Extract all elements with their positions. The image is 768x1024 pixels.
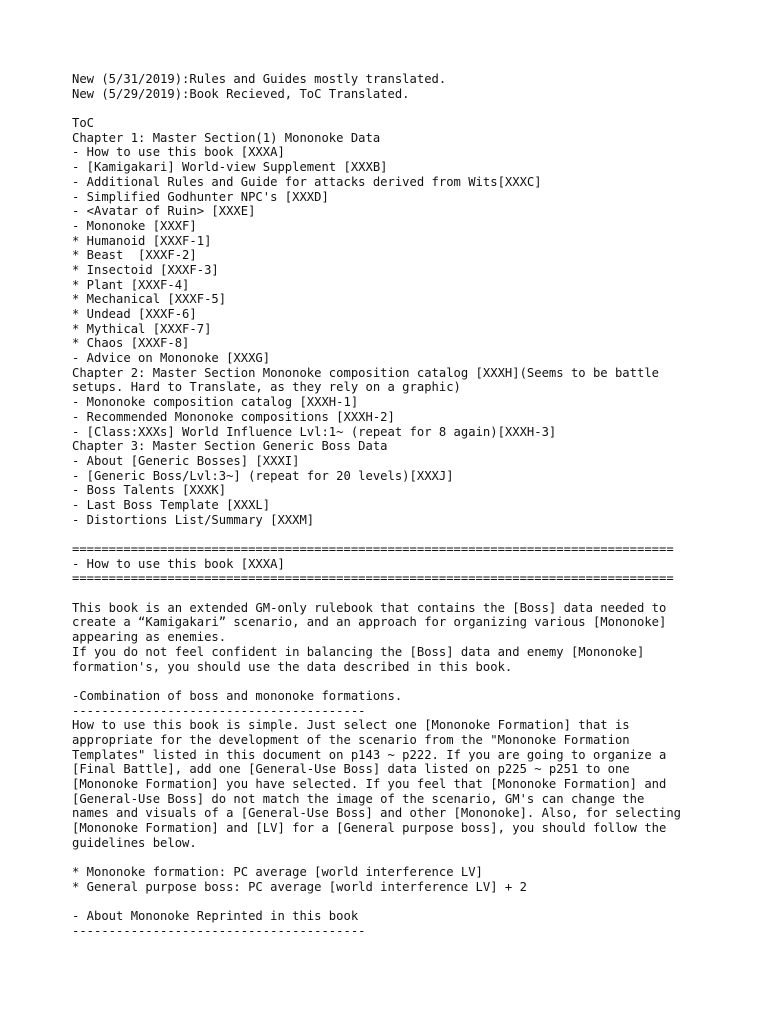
text-line: How to use this book is simple. Just select one [Mononoke Formation] that is xyxy=(72,718,630,733)
text-line: - Additional Rules and Guide for attacks derived from Wits[XXXC] xyxy=(72,174,542,189)
text-line: * Beast [XXXF-2] xyxy=(72,248,197,263)
text-line: * Mechanical [XXXF-5] xyxy=(72,292,227,307)
text-line: New (5/29/2019):Book Recieved, ToC Translated. xyxy=(72,86,410,101)
text-line: New (5/31/2019):Rules and Guides mostly translated. xyxy=(72,72,447,86)
text-line: * Humanoid [XXXF-1] xyxy=(72,233,212,248)
text-line: - Simplified Godhunter NPC's [XXXD] xyxy=(72,189,329,204)
text-line: * General purpose boss: PC average [world interference LV] + 2 xyxy=(72,879,527,894)
text-line: create a “Kamigakari” scenario, and an approach for organizing various [Mononoke] xyxy=(72,615,667,630)
text-line: - Mononoke composition catalog [XXXH-1] xyxy=(72,395,359,410)
text-line: * Undead [XXXF-6] xyxy=(72,307,197,321)
text-line xyxy=(72,674,732,689)
text-line: - Distortions List/Summary [XXXM] xyxy=(72,512,315,527)
text-line: Chapter 2: Master Section Mononoke composition catalog [XXXH](Seems to be battle xyxy=(72,365,659,380)
text-line: ---------------------------------------- xyxy=(72,703,366,718)
text-line: - Advice on Mononoke [XXXG] xyxy=(72,351,271,366)
text-line: - [Generic Boss/Lvl:3~] (repeat for 20 levels)[XXXJ] xyxy=(72,468,454,483)
text-line: [Final Battle], add one [General-Use Boss] data listed on p225 ~ p251 to one xyxy=(72,762,630,777)
text-line: - About [Generic Bosses] [XXXI] xyxy=(72,453,300,468)
text-line xyxy=(72,586,732,601)
text-line: [General-Use Boss] do not match the image of the scenario, GM's can change the xyxy=(72,791,645,806)
text-line: - How to use this book [XXXA] xyxy=(72,145,285,160)
text-line: ================================================================================== xyxy=(72,571,674,586)
text-line: ================================================================================== xyxy=(72,542,674,556)
text-line xyxy=(72,101,732,116)
text-line: - Mononoke [XXXF] xyxy=(72,218,197,233)
text-line: [Mononoke Formation] you have selected. If you feel that [Mononoke Formation] and xyxy=(72,777,667,791)
text-line: * Chaos [XXXF-8] xyxy=(72,336,190,351)
text-line xyxy=(72,527,732,542)
text-line: If you do not feel confident in balancing the [Boss] data and enemy [Mononoke] xyxy=(72,644,645,659)
text-line: * Mononoke formation: PC average [world interference LV] xyxy=(72,865,483,880)
text-line: [Mononoke Formation] and [LV] for a [General purpose boss], you should follow the xyxy=(72,821,667,836)
text-line: formation's, you should use the data described in this book. xyxy=(72,659,513,674)
text-line: * Insectoid [XXXF-3] xyxy=(72,262,219,277)
text-line: - <Avatar of Ruin> [XXXE] xyxy=(72,204,256,219)
text-line xyxy=(72,850,732,865)
text-line: Chapter 3: Master Section Generic Boss Data xyxy=(72,439,388,454)
text-line: * Plant [XXXF-4] xyxy=(72,277,190,292)
text-line: ---------------------------------------- xyxy=(72,923,366,938)
text-line: - Boss Talents [XXXK] xyxy=(72,483,227,498)
text-line: This book is an extended GM-only rulebook that contains the [Boss] data needed to xyxy=(72,600,667,615)
text-line: setups. Hard to Translate, as they rely on a graphic) xyxy=(72,380,461,395)
text-line: * Mythical [XXXF-7] xyxy=(72,321,212,336)
text-line: - Last Boss Template [XXXL] xyxy=(72,497,271,512)
document-body xyxy=(72,72,732,939)
text-line: guidelines below. xyxy=(72,835,197,850)
text-line: Chapter 1: Master Section(1) Mononoke Data xyxy=(72,130,381,145)
text-line: Templates" listed in this document on p143 ~ p222. If you are going to organize a xyxy=(72,747,667,762)
text-line: - [Kamigakari] World-view Supplement [XXXB] xyxy=(72,160,388,175)
text-line: - About Mononoke Reprinted in this book xyxy=(72,909,359,924)
text-line: - [Class:XXXs] World Influence Lvl:1~ (repeat for 8 again)[XXXH-3] xyxy=(72,424,557,439)
text-line: ToC xyxy=(72,116,95,131)
text-line: appearing as enemies. xyxy=(72,630,227,645)
text-line: - Recommended Mononoke compositions [XXXH-2] xyxy=(72,409,395,424)
text-line: appropriate for the development of the scenario from the "Mononoke Formation xyxy=(72,732,630,747)
text-line: -Combination of boss and mononoke formations. xyxy=(72,688,403,703)
text-line: names and visuals of a [General-Use Boss] and other [Mononoke]. Also, for selecting xyxy=(72,806,682,821)
text-line: - How to use this book [XXXA] xyxy=(72,556,285,571)
text-line xyxy=(72,895,732,910)
